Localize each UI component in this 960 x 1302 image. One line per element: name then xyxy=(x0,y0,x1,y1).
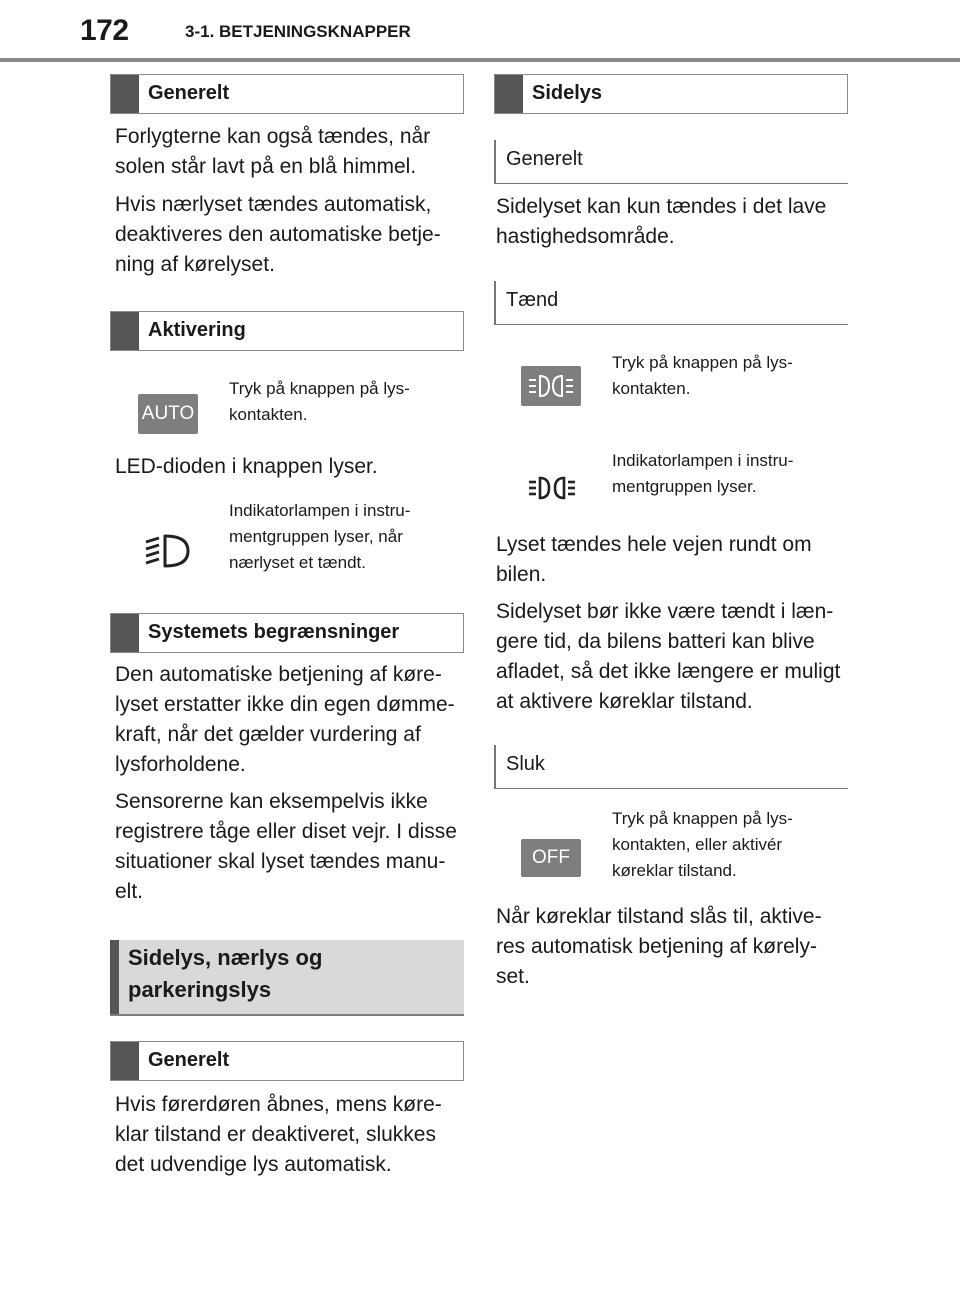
paragraph: Hvis førerdøren åbnes, mens køreklar tilstand er deaktiveret, slukkes det udvendige lys automatisk. xyxy=(115,1093,442,1176)
heading-bar xyxy=(111,312,139,350)
paragraph: Den automatiske betjening af kørelyset erstatter ikke din egen dømmekraft, når det gælder vurdering af lysforholdene. xyxy=(115,663,455,776)
section-heading-generelt-2 xyxy=(110,1041,464,1081)
step-text: Tryk på knappen på lyskontakten, eller aktivér køreklar tilstand. xyxy=(612,809,793,880)
subheading-label: Tænd xyxy=(506,289,559,311)
auto-button-icon: AUTO xyxy=(138,394,198,434)
parking-light-indicator-icon xyxy=(526,474,578,502)
paragraph: Når køreklar tilstand slås til, aktiveres automatisk betjening af kørelyset. xyxy=(496,905,822,988)
heading-label: Generelt xyxy=(148,82,230,104)
heading-bar xyxy=(110,940,119,1014)
heading-bar xyxy=(111,75,139,113)
heading-line-2: parkeringslys xyxy=(128,977,272,1002)
paragraph: Sidelyset kan kun tændes i det lave hastighedsområde. xyxy=(496,195,827,248)
subheading-label: Generelt xyxy=(506,148,583,170)
paragraph: Lyset tændes hele vejen rundt om bilen. xyxy=(496,533,812,586)
heading-label: Systemets begrænsninger xyxy=(148,621,400,643)
page-number: 172 xyxy=(80,14,129,47)
step-text: Tryk på knappen på lyskontakten. xyxy=(612,353,793,398)
heading-bar xyxy=(495,75,523,113)
paragraph: Sidelyset bør ikke være tændt i længere tid, da bilens batteri kan blive afladet, så det ikke længere er muligt at aktivere køreklar tilstand. xyxy=(496,600,841,713)
sidelight-button-icon xyxy=(521,366,581,406)
heading-label: Aktivering xyxy=(148,319,246,341)
low-beam-indicator-icon xyxy=(140,530,196,572)
heading-line-1: Sidelys, nærlys og xyxy=(128,945,323,970)
header-rule xyxy=(0,58,960,62)
section-heading-aktivering xyxy=(110,311,464,351)
paragraph: Forlygterne kan også tændes, når solen står lavt på en blå himmel. xyxy=(115,125,431,178)
subheading-taend xyxy=(494,281,848,325)
parking-light-icon xyxy=(526,371,576,401)
section-heading-sidelys-naerlys xyxy=(110,940,464,1016)
section-heading-sidelys xyxy=(494,74,848,114)
off-button-icon: OFF xyxy=(521,839,581,877)
section-heading-begraensninger xyxy=(110,613,464,653)
paragraph: Sensorerne kan eksempelvis ikke registrere tåge eller diset vejr. I disse situationer skal lyset tændes manuelt. xyxy=(115,790,457,903)
heading-bar xyxy=(111,614,139,652)
step-text: Indikatorlampen i instrumentgruppen lyser. xyxy=(612,451,794,496)
step-text: Indikatorlampen i instrumentgruppen lyser, når nærlyset et tændt. xyxy=(229,501,411,572)
paragraph: Hvis nærlyset tændes automatisk, deaktiveres den automatiske betjening af kørelyset. xyxy=(115,193,441,276)
heading-label: Sidelys xyxy=(532,82,603,104)
subheading-label: Sluk xyxy=(506,753,545,775)
chapter-title: 3-1. BETJENINGSKNAPPER xyxy=(185,22,411,41)
section-heading-generelt xyxy=(110,74,464,114)
subheading-sluk xyxy=(494,745,848,789)
subheading-generelt xyxy=(494,140,848,184)
step-text: Tryk på knappen på lyskontakten. xyxy=(229,379,410,424)
paragraph: LED-dioden i knappen lyser. xyxy=(115,455,378,478)
heading-bar xyxy=(111,1042,139,1080)
heading-label: Generelt xyxy=(148,1049,230,1071)
heading-label xyxy=(128,942,322,1006)
